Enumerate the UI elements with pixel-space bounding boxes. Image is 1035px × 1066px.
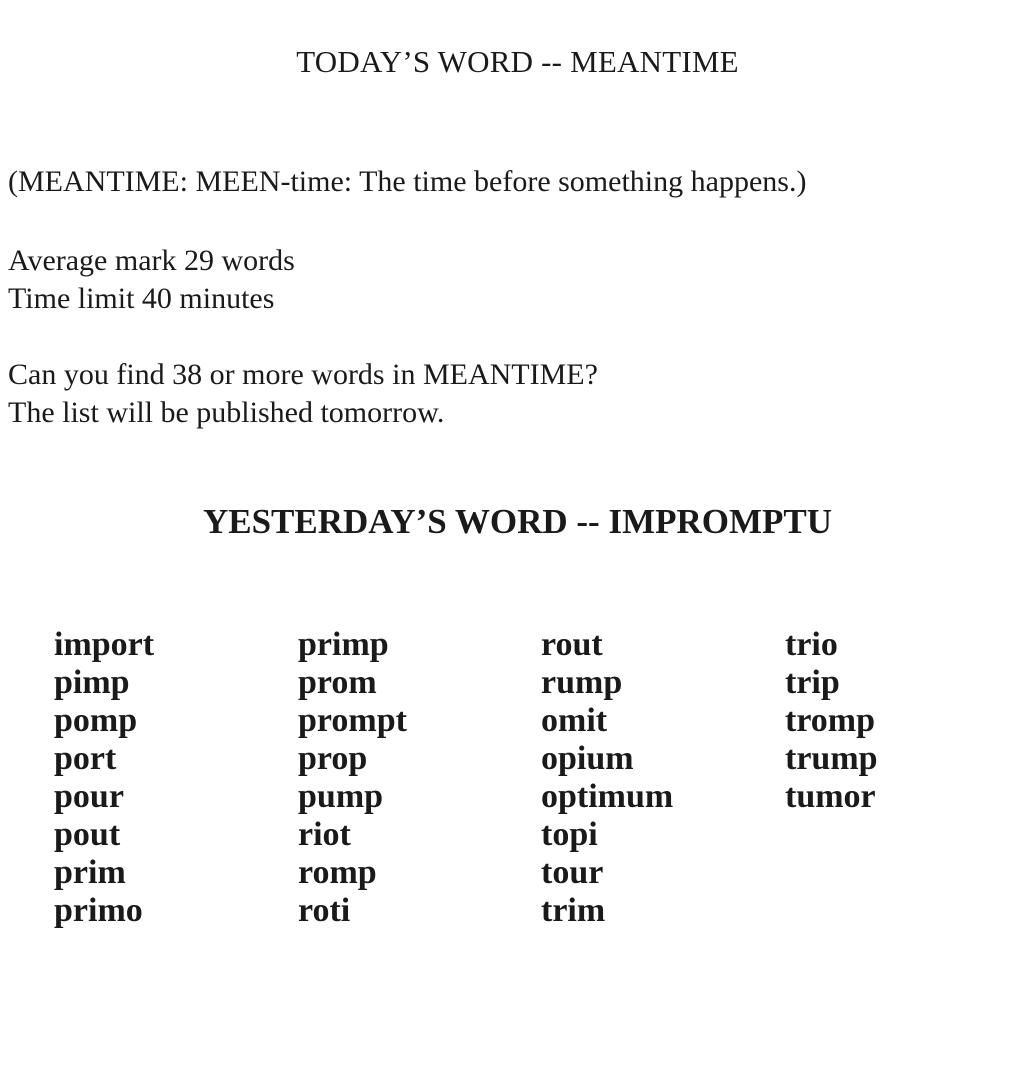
answer-word: riot [298,816,351,853]
answer-word: omit [541,702,608,739]
answer-word: pomp [54,702,138,739]
answer-word: prim [54,854,126,891]
answer-word: import [54,626,155,663]
answer-word: prop [298,740,368,777]
word-column-3 [541,626,781,930]
answer-word: pour [54,778,124,815]
todays-word-title: TODAY’S WORD -- MEANTIME [296,44,739,79]
answer-word: primp [298,626,389,663]
answer-word: pump [298,778,384,815]
answer-word: pout [54,816,121,853]
answer-word: prom [298,664,377,701]
answer-word: tour [541,854,604,891]
answer-word: rout [541,626,603,663]
answer-word: trip [785,664,840,701]
time-limit: Time limit 40 minutes [8,282,275,315]
challenge-text [8,356,598,432]
answer-word: prompt [298,702,407,739]
word-column-2 [298,626,538,930]
publish-note: The list will be published tomorrow. [8,396,445,429]
answer-word: pimp [54,664,130,701]
answer-word: tromp [785,702,876,739]
answer-word: optimum [541,778,674,815]
word-definition: (MEANTIME: MEEN-time: The time before something happens.) [8,165,807,198]
answer-word: trump [785,740,878,777]
answer-word: roti [298,892,351,929]
average-mark: Average mark 29 words [8,244,295,277]
answer-word: topi [541,816,598,853]
answer-word-list [0,626,1035,946]
answer-word: primo [54,892,143,929]
answer-word: tumor [785,778,876,815]
word-column-4 [785,626,1025,816]
word-column-1 [54,626,294,930]
answer-word: rump [541,664,623,701]
yesterdays-word-title: YESTERDAY’S WORD -- IMPROMPTU [202,502,833,541]
answer-word: port [54,740,117,777]
puzzle-stats [8,242,295,318]
answer-word: trim [541,892,606,929]
answer-word: opium [541,740,634,777]
answer-word: romp [298,854,377,891]
answer-word: trio [785,626,838,663]
challenge-question: Can you find 38 or more words in MEANTIME? [8,358,598,391]
